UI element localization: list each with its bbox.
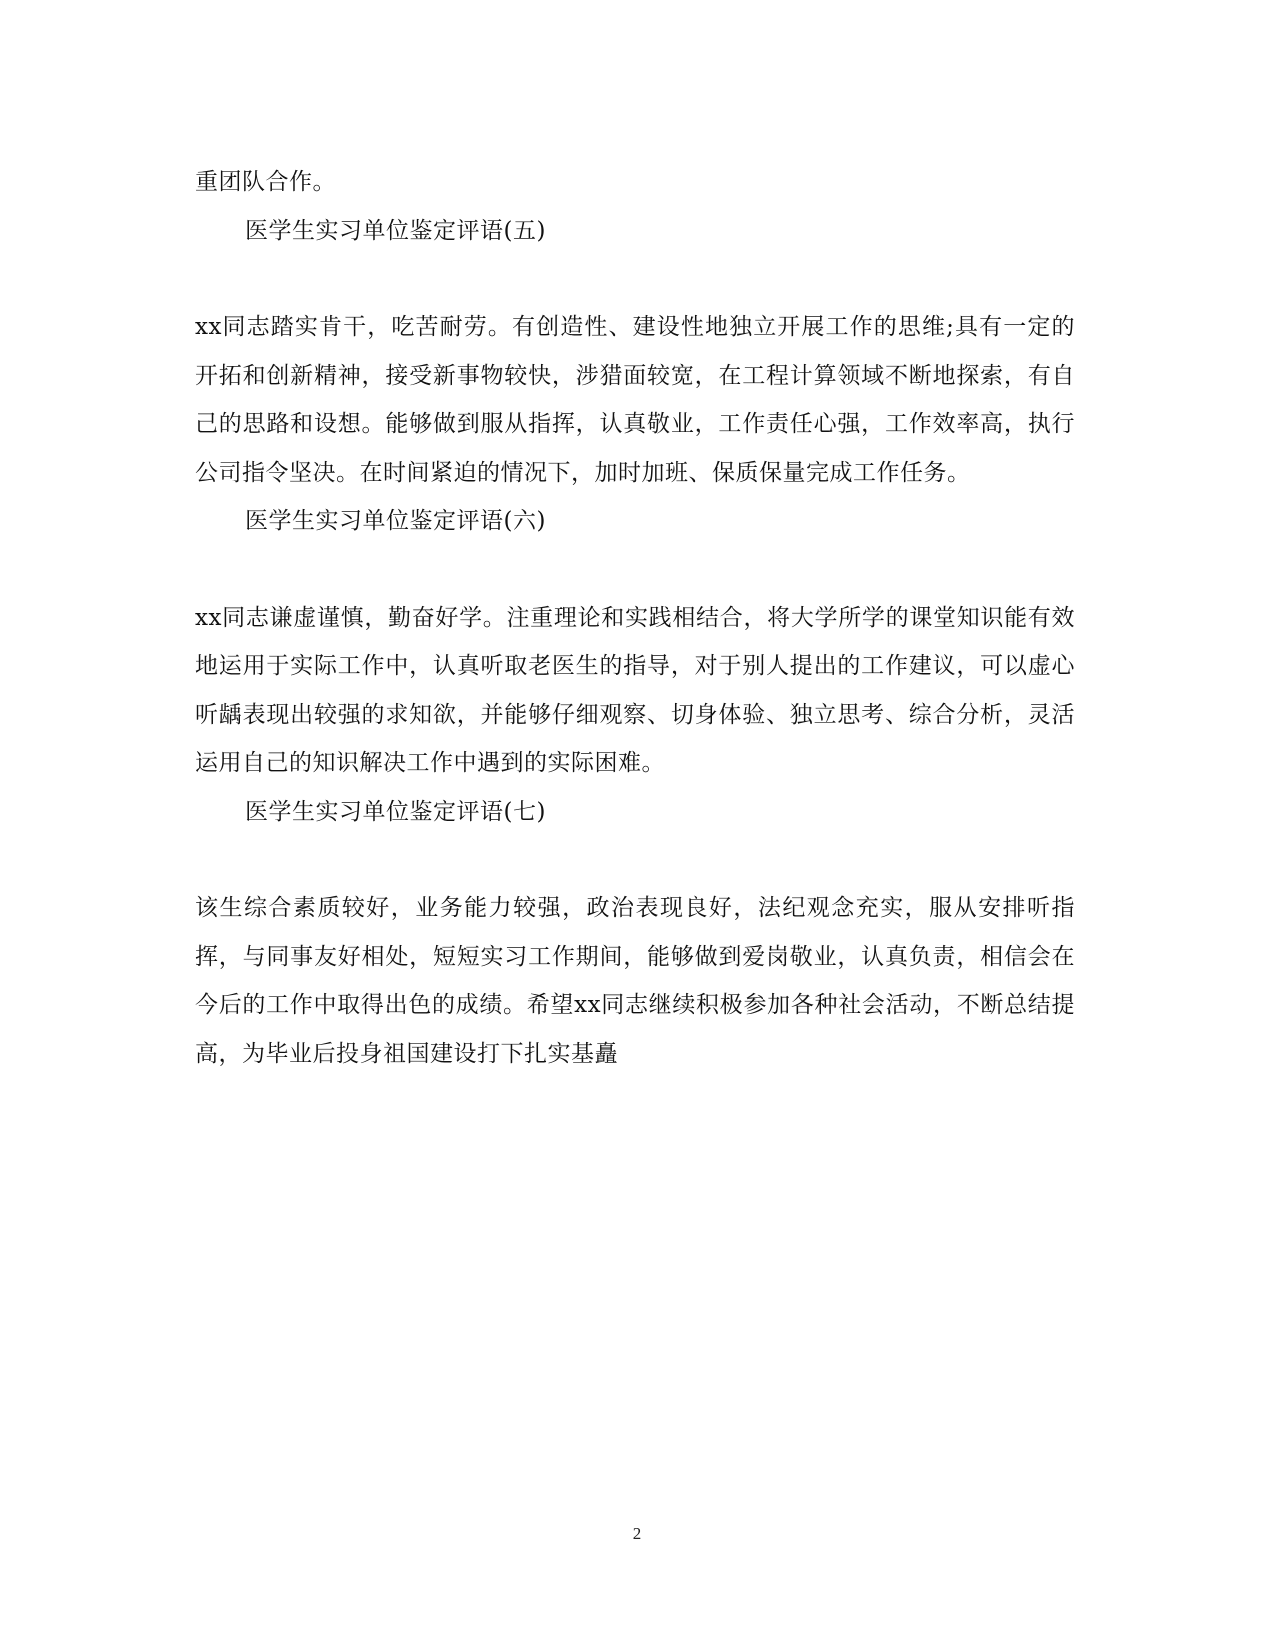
section-spacer <box>195 546 1075 594</box>
section-spacer <box>195 836 1075 884</box>
section-body-7: 该生综合素质较好，业务能力较强，政治表现良好，法纪观念充实，服从安排听指挥，与同事友好相处，短短实习工作期间，能够做到爱岗敬业，认真负责，相信会在今后的工作中取得出色的成绩。希望xx同志继续积极参加各种社会活动，不断总结提高，为毕业后投身祖国建设打下扎实基矗 <box>195 895 1075 1067</box>
page-number: 2 <box>632 1524 642 1543</box>
section-heading-6: 医学生实习单位鉴定评语(六) <box>245 508 546 534</box>
document-body <box>195 158 1075 1078</box>
section-body-5: xx同志踏实肯干，吃苦耐劳。有创造性、建设性地独立开展工作的思维;具有一定的开拓和创新精神，接受新事物较快，涉猎面较宽，在工程计算领域不断地探索，有自己的思路和设想。能够做到服从指挥，认真敬业，工作责任心强，工作效率高，执行公司指令坚决。在时间紧迫的情况下，加时加班、保质保量完成工作任务。 <box>195 314 1075 486</box>
section-heading-5: 医学生实习单位鉴定评语(五) <box>245 217 546 244</box>
section-heading-7: 医学生实习单位鉴定评语(七) <box>245 798 546 825</box>
intro-paragraph-tail: 重团队合作。 <box>195 169 336 195</box>
section-spacer <box>195 255 1075 303</box>
section-body-6: xx同志谦虚谨慎，勤奋好学。注重理论和实践相结合，将大学所学的课堂知识能有效地运用于实际工作中，认真听取老医生的指导，对于别人提出的工作建议，可以虚心听龋表现出较强的求知欲，并能够仔细观察、切身体验、独立思考、综合分析，灵活运用自己的知识解决工作中遇到的实际困难。 <box>195 604 1075 776</box>
